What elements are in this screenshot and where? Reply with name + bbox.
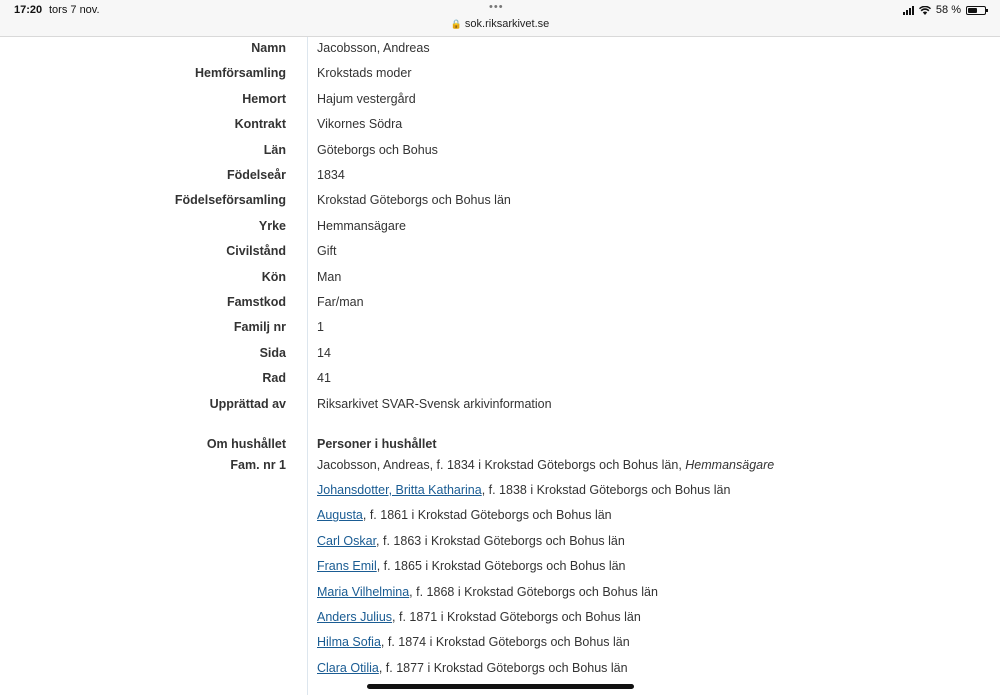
- field-value: Jacobsson, Andreas: [317, 41, 430, 55]
- field-value: Gift: [317, 244, 337, 259]
- field-label: Civilstånd: [226, 244, 286, 259]
- household-head-text: Jacobsson, Andreas, f. 1834 i Krokstad Göteborgs och Bohus län,: [317, 458, 686, 472]
- more-dots-icon[interactable]: •••: [489, 1, 504, 13]
- household-member-row: [0, 582, 1000, 602]
- household-member-row: [0, 505, 1000, 525]
- field-value: 1: [317, 320, 324, 335]
- field-label: Födelseår: [226, 168, 286, 182]
- household-member: [317, 505, 612, 525]
- member-details: , f. 1868 i Krokstad Göteborgs och Bohus län: [409, 584, 658, 599]
- field-row: [0, 216, 1000, 236]
- field-value: Krokstads moder: [317, 66, 412, 81]
- household-member: [317, 658, 628, 678]
- field-value: Hajum vestergård: [317, 91, 416, 106]
- field-row: [0, 317, 1000, 337]
- field-label: Födelseförsamling: [174, 193, 286, 208]
- family-number-label: Fam. nr 1: [230, 458, 286, 472]
- field-label: Kontrakt: [234, 117, 286, 132]
- household-member-row: [0, 658, 1000, 678]
- field-row: [0, 140, 1000, 160]
- household-member-row: [0, 480, 1000, 500]
- member-name-link[interactable]: Clara Otilia: [317, 660, 379, 675]
- member-details: , f. 1877 i Krokstad Göteborgs och Bohus län: [378, 660, 628, 675]
- member-name-link[interactable]: Anders Julius: [317, 610, 393, 624]
- member-details: , f. 1838 i Krokstad Göteborgs och Bohus län: [481, 483, 731, 497]
- member-details: , f. 1874 i Krokstad Göteborgs och Bohus län: [380, 635, 630, 650]
- field-value: 41: [317, 371, 331, 386]
- status-date: tors 7 nov.: [49, 4, 100, 16]
- field-label: Famstkod: [226, 295, 286, 309]
- field-value: 14: [317, 345, 331, 360]
- field-value: Vikornes Södra: [317, 117, 403, 132]
- record-details: [0, 37, 1000, 695]
- field-row: [0, 63, 1000, 83]
- signal-icon: [903, 6, 914, 15]
- household-member: [317, 632, 630, 652]
- member-name-link[interactable]: Johansdotter, Britta Katharina: [317, 483, 482, 497]
- household-heading-row: [0, 434, 1000, 454]
- home-indicator[interactable]: [367, 684, 634, 689]
- field-label: Sida: [259, 345, 286, 360]
- household-section-label: Om hushållet: [206, 437, 286, 451]
- field-label: Rad: [262, 371, 286, 386]
- household-head: [317, 455, 774, 475]
- member-details: , f. 1871 i Krokstad Göteborgs och Bohus län: [392, 610, 641, 624]
- household-head-row: [0, 455, 1000, 475]
- field-value: Göteborgs och Bohus: [317, 142, 438, 157]
- battery-percent: 58 %: [935, 4, 961, 16]
- wifi-icon: [919, 6, 931, 15]
- field-row: [0, 190, 1000, 210]
- field-value: Far/man: [317, 295, 364, 309]
- field-row: [0, 368, 1000, 388]
- household-member: [317, 531, 625, 551]
- field-row: [0, 241, 1000, 261]
- member-details: , f. 1861 i Krokstad Göteborgs och Bohus län: [362, 508, 612, 523]
- member-name-link[interactable]: Carl Oskar: [317, 533, 377, 548]
- address-bar[interactable]: [0, 18, 1000, 30]
- household-member-row: [0, 531, 1000, 551]
- field-row: [0, 343, 1000, 363]
- field-row: [0, 267, 1000, 287]
- field-row: [0, 89, 1000, 109]
- field-label: Upprättad av: [209, 396, 286, 411]
- field-label: Län: [263, 142, 286, 157]
- field-label: Yrke: [258, 218, 286, 233]
- household-member: [317, 556, 626, 576]
- field-row: [0, 114, 1000, 134]
- household-member-row: [0, 556, 1000, 576]
- lock-icon: 🔒: [450, 19, 462, 29]
- member-name-link[interactable]: Frans Emil: [317, 559, 377, 574]
- field-row: [0, 38, 1000, 58]
- field-label: Familj nr: [233, 320, 286, 335]
- household-member: [317, 582, 658, 602]
- battery-icon: [966, 6, 986, 15]
- field-label: Hemförsamling: [195, 66, 286, 81]
- field-value: Hemmansägare: [317, 218, 406, 233]
- household-member-row: [0, 632, 1000, 652]
- household-member-row: [0, 607, 1000, 627]
- household-member: [317, 480, 730, 500]
- field-value: 1834: [317, 168, 345, 182]
- member-name-link[interactable]: Augusta: [317, 508, 363, 523]
- field-value: Krokstad Göteborgs och Bohus län: [317, 193, 511, 208]
- field-value: Man: [317, 269, 342, 284]
- field-label: Hemort: [242, 91, 286, 106]
- field-row: [0, 165, 1000, 185]
- household-head-occupation: Hemmansägare: [685, 458, 775, 472]
- status-time: 17:20: [14, 4, 43, 16]
- member-name-link[interactable]: Maria Vilhelmina: [317, 584, 410, 599]
- member-details: , f. 1863 i Krokstad Göteborgs och Bohus län: [376, 533, 625, 548]
- field-row: [0, 394, 1000, 414]
- field-row: [0, 292, 1000, 312]
- persons-heading: Personer i hushållet: [317, 437, 437, 451]
- field-value: Riksarkivet SVAR-Svensk arkivinformation: [317, 396, 552, 411]
- field-label: Namn: [251, 41, 286, 55]
- member-details: , f. 1865 i Krokstad Göteborgs och Bohus län: [376, 559, 626, 574]
- browser-status-bar: [0, 0, 1000, 37]
- household-member: [317, 607, 641, 627]
- member-name-link[interactable]: Hilma Sofia: [317, 635, 381, 650]
- field-label: Kön: [261, 269, 286, 284]
- address-url: sok.riksarkivet.se: [464, 18, 550, 30]
